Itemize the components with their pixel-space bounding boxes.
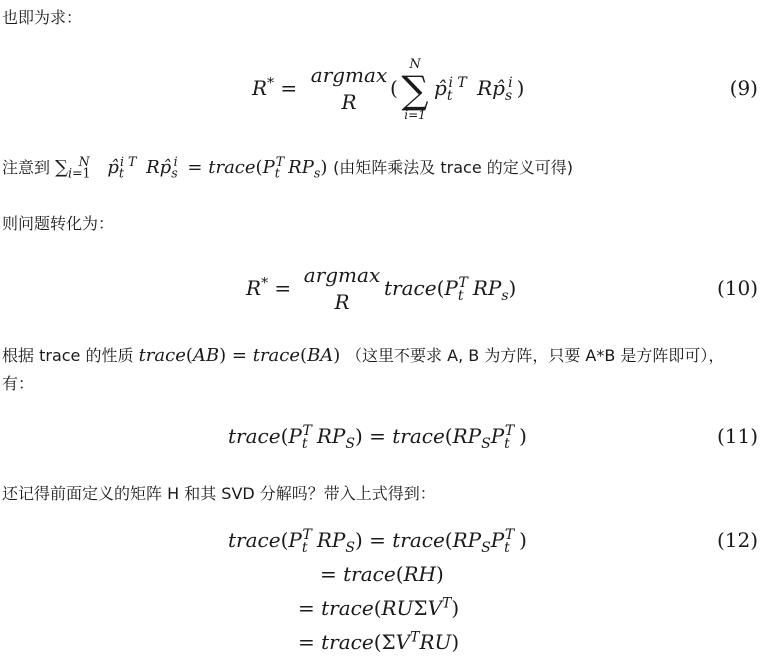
eq9-sum-symbol: N ∑ i=1 xyxy=(401,57,429,122)
eq11-body: $trace(P_t^T$ $RP_S$) = $trace(RP_SP_t^T$ ) xyxy=(228,423,527,452)
eq12-line-2: = trace(RH) xyxy=(320,562,444,586)
eq10-body: $trace(P_t^T$ $RP_s$) xyxy=(384,275,517,304)
eq9-body: ( xyxy=(390,76,398,100)
paragraph-4-prefix: 根据 trace 的性质 xyxy=(2,346,134,365)
eq10-number: (10) xyxy=(716,276,758,300)
eq9-operator: argmax R xyxy=(310,63,388,114)
eq9-lhs: R* = xyxy=(252,75,298,100)
paragraph-1-text: 也即为求： xyxy=(2,8,83,27)
paragraph-3 xyxy=(2,210,114,238)
equation-11 xyxy=(0,424,763,460)
eq11-number: (11) xyxy=(716,424,758,448)
eq12-line-3: = $trace(RU\Sigma V^T)$ xyxy=(298,595,460,620)
eq9-summand: $p̂_t^{i T}$ $Rp̂_s^i$ ) xyxy=(434,75,525,104)
paragraph-4-math: trace(AB) = trace(BA) xyxy=(138,345,347,366)
paragraph-4 xyxy=(2,342,754,398)
eq9-number: (9) xyxy=(729,76,758,100)
eq12-number: (12) xyxy=(716,528,758,552)
paragraph-5-text: 还记得前面定义的矩阵 H 和其 SVD 分解吗？带入上式得到： xyxy=(2,484,436,503)
paragraph-5 xyxy=(2,480,436,508)
paragraph-2 xyxy=(2,154,573,182)
equation-12 xyxy=(0,528,763,660)
equation-10 xyxy=(0,258,763,320)
eq12-line-1: $trace(P_t^T$ $RP_S$) = $trace(RP_SP_t^T$ ) xyxy=(228,527,527,556)
paragraph-2-prefix: 注意到 xyxy=(2,158,51,177)
paragraph-1 xyxy=(2,4,82,32)
eq10-lhs: R* = xyxy=(246,275,292,300)
paragraph-3-text: 则问题转化为： xyxy=(2,214,115,233)
paragraph-2-math: $\sum_{i=1}^N$ $p̂_t^{i T}$ $Rp̂_s^i$ = $trace(P_t^T$ $RP_s$) xyxy=(55,154,334,181)
eq10-operator: argmax R xyxy=(303,263,381,314)
equation-9 xyxy=(0,58,763,128)
paragraph-4-suffix: （这里不要求 A, B 为方阵，只要 A*B 是方阵即可），有： xyxy=(2,346,725,393)
eq12-line-4: = $trace(\Sigma V^TRU)$ xyxy=(298,629,460,654)
paragraph-2-suffix: (由矩阵乘法及 trace 的定义可得) xyxy=(333,158,574,177)
